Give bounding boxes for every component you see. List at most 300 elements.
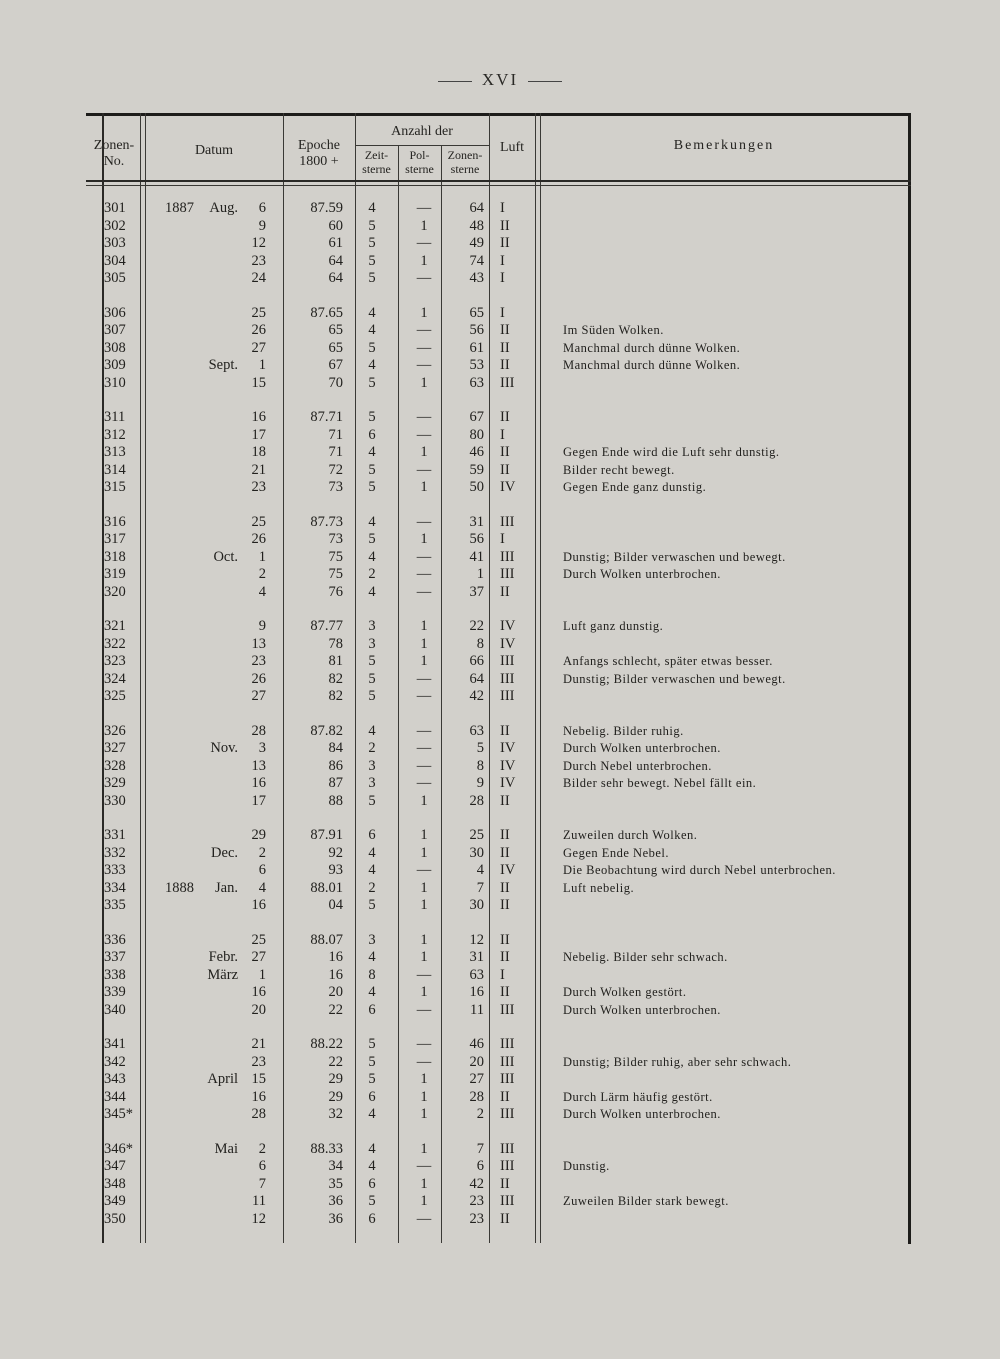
cell-day: 12 <box>251 235 266 251</box>
cell-day: 25 <box>251 931 266 948</box>
cell-zone-no: 345* <box>104 1106 133 1122</box>
cell-day: 15 <box>251 1071 266 1087</box>
cell-air: IV <box>500 757 516 774</box>
header-time-stars-line1: Zeit- <box>364 148 389 162</box>
rule-count-group <box>355 145 489 146</box>
cell-air: II <box>500 897 510 913</box>
cell-day: 26 <box>251 322 266 338</box>
cell-zone-stars: 23 <box>469 1210 484 1227</box>
cell-pole-stars: — <box>416 1001 432 1018</box>
cell-zone-stars: 67 <box>469 409 484 425</box>
cell-epoch: 22 <box>328 1001 343 1018</box>
cell-pole-stars: — <box>416 461 432 478</box>
cell-zone-stars: 42 <box>469 1175 484 1192</box>
cell-zone-stars: 8 <box>476 757 484 774</box>
cell-epoch: 04 <box>328 897 343 913</box>
cell-air: II <box>500 583 510 600</box>
cell-zone-no: 350 <box>104 1210 126 1227</box>
cell-pole-stars: 1 <box>420 653 428 669</box>
cell-epoch: 88 <box>328 792 343 809</box>
cell-time-stars: 3 <box>368 635 376 652</box>
cell-day: 27 <box>251 949 266 965</box>
cell-epoch: 35 <box>328 1175 343 1192</box>
cell-zone-stars: 63 <box>469 722 484 739</box>
header-zone-stars-line2: sterne <box>450 161 480 176</box>
cell-day: 25 <box>251 304 266 321</box>
cell-remark: Bilder sehr bewegt. Nebel fällt ein. <box>563 776 757 790</box>
cell-air: I <box>500 270 505 286</box>
cell-air: III <box>500 1071 515 1087</box>
header-epoch-line2: 1800 + <box>299 154 339 170</box>
cell-month <box>196 477 238 497</box>
cell-remark <box>563 582 893 602</box>
cell-month <box>196 1104 238 1124</box>
cell-year <box>150 373 194 393</box>
cell-remark: Dunstig. <box>563 1159 610 1173</box>
cell-pole-stars: 1 <box>420 479 428 495</box>
cell-month: Aug. <box>209 200 238 216</box>
cell-epoch: 34 <box>328 1158 343 1174</box>
cell-day: 17 <box>251 426 266 443</box>
cell-zone-no: 312 <box>104 426 126 443</box>
cell-air: II <box>500 827 510 843</box>
cell-zone-stars: 2 <box>476 1106 484 1122</box>
cell-air: III <box>500 566 515 582</box>
header-zone-no-line1: Zonen- <box>93 138 135 153</box>
cell-pole-stars: 1 <box>420 1175 428 1192</box>
cell-pole-stars: — <box>416 740 432 756</box>
cell-zone-no: 340 <box>104 1001 126 1018</box>
cell-time-stars: 4 <box>368 200 376 216</box>
cell-air: I <box>500 531 505 547</box>
cell-zone-no: 341 <box>104 1036 126 1052</box>
cell-pole-stars: — <box>416 722 432 739</box>
cell-epoch: 65 <box>328 339 343 356</box>
cell-zone-no: 346* <box>104 1140 133 1157</box>
cell-epoch: 87.59 <box>310 200 343 216</box>
cell-pole-stars: — <box>416 200 432 216</box>
cell-zone-stars: 25 <box>469 827 484 843</box>
cell-time-stars: 5 <box>368 217 376 234</box>
cell-pole-stars: 1 <box>420 374 428 391</box>
cell-day: 18 <box>251 444 266 460</box>
cell-year <box>150 268 194 288</box>
cell-pole-stars: 1 <box>420 531 428 547</box>
cell-day: 28 <box>251 722 266 739</box>
cell-air: III <box>500 1106 515 1122</box>
cell-zone-no: 307 <box>104 322 126 338</box>
cell-zone-no: 302 <box>104 217 126 234</box>
cell-day: 2 <box>258 566 266 582</box>
cell-air: III <box>500 548 515 565</box>
cell-zone-no: 349 <box>104 1193 126 1209</box>
cell-pole-stars: 1 <box>420 252 428 269</box>
cell-day: 3 <box>258 740 266 756</box>
cell-pole-stars: 1 <box>420 1193 428 1209</box>
cell-day: 20 <box>251 1001 266 1018</box>
cell-zone-no: 301 <box>104 200 126 216</box>
cell-epoch: 84 <box>328 740 343 756</box>
cell-zone-stars: 4 <box>476 862 484 878</box>
cell-zone-no: 348 <box>104 1175 126 1192</box>
cell-epoch: 88.07 <box>310 931 343 948</box>
cell-air: II <box>500 844 510 861</box>
cell-day: 2 <box>258 844 266 861</box>
cell-air: IV <box>500 740 516 756</box>
cell-zone-stars: 28 <box>469 792 484 809</box>
cell-month <box>196 686 238 706</box>
cell-time-stars: 3 <box>368 931 376 948</box>
header-pole-stars-line1: Pol- <box>409 148 430 162</box>
cell-month: Febr. <box>208 949 238 965</box>
cell-zone-no: 305 <box>104 270 126 286</box>
cell-pole-stars: — <box>416 548 432 565</box>
cell-zone-stars: 50 <box>469 479 484 495</box>
cell-year <box>150 582 194 602</box>
cell-zone-stars: 37 <box>469 583 484 600</box>
cell-time-stars: 4 <box>368 513 376 530</box>
header-epoch <box>283 138 355 170</box>
cell-pole-stars: 1 <box>420 1106 428 1122</box>
cell-time-stars: 5 <box>368 461 376 478</box>
cell-epoch: 71 <box>328 426 343 443</box>
cell-day: 16 <box>251 409 266 425</box>
cell-day: 16 <box>251 1088 266 1105</box>
cell-day: 23 <box>251 1053 266 1070</box>
cell-epoch: 72 <box>328 461 343 478</box>
cell-time-stars: 4 <box>368 1106 376 1122</box>
cell-day: 26 <box>251 531 266 547</box>
cell-air: II <box>500 984 510 1000</box>
cell-zone-stars: 49 <box>469 235 484 251</box>
cell-month <box>196 268 238 288</box>
cell-air: IV <box>500 862 516 878</box>
cell-time-stars: 4 <box>368 862 376 878</box>
cell-time-stars: 5 <box>368 792 376 809</box>
cell-zone-no: 333 <box>104 862 126 878</box>
cell-pole-stars: 1 <box>420 217 428 234</box>
cell-zone-stars: 74 <box>469 252 484 269</box>
cell-zone-no: 309 <box>104 357 126 373</box>
cell-zone-no: 326 <box>104 722 126 739</box>
cell-time-stars: 2 <box>368 879 376 896</box>
cell-remark: Durch Wolken unterbrochen. <box>563 567 721 581</box>
cell-zone-no: 306 <box>104 304 126 321</box>
cell-air: II <box>500 217 510 234</box>
cell-year <box>150 895 194 915</box>
cell-zone-no: 336 <box>104 931 126 948</box>
cell-month <box>196 1209 238 1229</box>
rule-pole-right <box>441 146 442 1243</box>
cell-epoch: 67 <box>328 357 343 373</box>
cell-time-stars: 4 <box>368 984 376 1000</box>
cell-day: 4 <box>258 879 266 896</box>
cell-month: Sept. <box>208 357 238 373</box>
cell-day: 17 <box>251 792 266 809</box>
cell-day: 21 <box>251 1036 266 1052</box>
cell-remark: Im Süden Wolken. <box>563 323 664 337</box>
cell-day: 26 <box>251 670 266 687</box>
cell-pole-stars: — <box>416 513 432 530</box>
cell-zone-stars: 7 <box>476 1140 484 1157</box>
cell-year <box>150 791 194 811</box>
cell-epoch: 87.65 <box>310 304 343 321</box>
cell-remark <box>563 791 893 811</box>
cell-pole-stars: — <box>416 688 432 704</box>
cell-time-stars: 4 <box>368 1140 376 1157</box>
cell-pole-stars: — <box>416 322 432 338</box>
cell-zone-no: 337 <box>104 949 126 965</box>
cell-air: II <box>500 322 510 338</box>
rule-header-bottom-2 <box>86 185 911 186</box>
cell-epoch: 93 <box>328 862 343 878</box>
cell-time-stars: 5 <box>368 1053 376 1070</box>
header-zone-no <box>86 138 142 170</box>
cell-time-stars: 5 <box>368 1071 376 1087</box>
cell-day: 23 <box>251 653 266 669</box>
cell-time-stars: 8 <box>368 966 376 983</box>
cell-zone-stars: 46 <box>469 1036 484 1052</box>
cell-pole-stars: 1 <box>420 618 428 634</box>
cell-zone-no: 328 <box>104 757 126 774</box>
cell-month: Dec. <box>211 844 238 861</box>
cell-time-stars: 5 <box>368 531 376 547</box>
cell-time-stars: 2 <box>368 740 376 756</box>
cell-epoch: 64 <box>328 270 343 286</box>
cell-year <box>150 1209 194 1229</box>
header-date: Datum <box>194 143 234 158</box>
cell-time-stars: 5 <box>368 339 376 356</box>
cell-day: 24 <box>251 270 266 286</box>
cell-epoch: 16 <box>328 949 343 965</box>
cell-epoch: 16 <box>328 966 343 983</box>
cell-day: 16 <box>251 775 266 791</box>
cell-zone-stars: 30 <box>469 897 484 913</box>
cell-air: III <box>500 1158 515 1174</box>
cell-remark: Durch Wolken gestört. <box>563 985 687 999</box>
cell-zone-stars: 11 <box>470 1001 484 1018</box>
cell-air: III <box>500 1193 515 1209</box>
cell-pole-stars: 1 <box>420 1140 428 1157</box>
cell-zone-no: 338 <box>104 966 126 983</box>
header-remarks: Bemerkungen <box>673 138 775 153</box>
cell-epoch: 88.01 <box>310 879 343 896</box>
cell-air: II <box>500 339 510 356</box>
cell-zone-no: 303 <box>104 235 126 251</box>
cell-pole-stars: 1 <box>420 879 428 896</box>
cell-epoch: 61 <box>328 235 343 251</box>
cell-zone-no: 323 <box>104 653 126 669</box>
header-time-stars <box>355 149 398 177</box>
cell-remark: Durch Wolken unterbrochen. <box>563 741 721 755</box>
cell-zone-no: 316 <box>104 513 126 530</box>
cell-day: 29 <box>251 827 266 843</box>
cell-remark <box>563 895 893 915</box>
cell-remark <box>563 1209 893 1229</box>
cell-year: 1888 <box>165 879 194 896</box>
cell-remark: Die Beobachtung wird durch Nebel unterbrochen. <box>563 863 836 877</box>
cell-zone-no: 314 <box>104 461 126 478</box>
cell-remark: Luft nebelig. <box>563 880 635 895</box>
cell-pole-stars: 1 <box>420 792 428 809</box>
cell-time-stars: 6 <box>368 1175 376 1192</box>
cell-zone-stars: 8 <box>476 635 484 652</box>
cell-air: II <box>500 931 510 948</box>
cell-air: IV <box>500 479 516 495</box>
cell-air: II <box>500 792 510 809</box>
cell-air: III <box>500 513 515 530</box>
cell-zone-no: 324 <box>104 670 126 687</box>
cell-remark <box>563 686 893 706</box>
cell-epoch: 88.22 <box>310 1036 343 1052</box>
cell-zone-stars: 7 <box>476 879 484 896</box>
cell-epoch: 81 <box>328 653 343 669</box>
cell-air: I <box>500 304 505 321</box>
cell-epoch: 76 <box>328 583 343 600</box>
cell-pole-stars: 1 <box>420 931 428 948</box>
cell-time-stars: 4 <box>368 844 376 861</box>
rule-time-right <box>398 146 399 1243</box>
cell-epoch: 75 <box>328 548 343 565</box>
cell-pole-stars: — <box>416 339 432 356</box>
rule-date-right <box>283 113 284 1243</box>
cell-air: II <box>500 1088 510 1105</box>
cell-time-stars: 3 <box>368 775 376 791</box>
cell-air: II <box>500 444 510 460</box>
cell-epoch: 87 <box>328 775 343 791</box>
cell-epoch: 88.33 <box>310 1140 343 1157</box>
cell-air: IV <box>500 775 516 791</box>
cell-zone-stars: 27 <box>469 1071 484 1087</box>
cell-zone-no: 321 <box>104 618 126 634</box>
cell-epoch: 78 <box>328 635 343 652</box>
cell-day: 6 <box>258 1158 266 1174</box>
cell-time-stars: 5 <box>368 479 376 495</box>
cell-day: 25 <box>251 513 266 530</box>
cell-pole-stars: 1 <box>420 949 428 965</box>
cell-year <box>150 686 194 706</box>
cell-time-stars: 5 <box>368 897 376 913</box>
cell-air: IV <box>500 635 516 652</box>
cell-remark: Zuweilen Bilder stark bewegt. <box>563 1194 729 1208</box>
cell-pole-stars: 1 <box>420 1071 428 1087</box>
cell-time-stars: 4 <box>368 357 376 373</box>
cell-air: II <box>500 409 510 425</box>
header-air: Luft <box>499 140 525 155</box>
cell-zone-stars: 56 <box>469 322 484 338</box>
cell-air: III <box>500 1036 515 1052</box>
cell-remark: Dunstig; Bilder ruhig, aber sehr schwach. <box>563 1054 792 1069</box>
header-zone-stars <box>441 149 489 177</box>
cell-month: Oct. <box>213 548 238 565</box>
cell-day: 6 <box>258 200 266 216</box>
cell-remark: Gegen Ende wird die Luft sehr dunstig. <box>563 445 780 459</box>
cell-epoch: 36 <box>328 1210 343 1227</box>
cell-time-stars: 3 <box>368 618 376 634</box>
cell-time-stars: 3 <box>368 757 376 774</box>
cell-epoch: 82 <box>328 688 343 704</box>
cell-zone-no: 347 <box>104 1158 126 1174</box>
cell-pole-stars: — <box>416 757 432 774</box>
cell-time-stars: 5 <box>368 270 376 286</box>
cell-zone-no: 334 <box>104 879 126 896</box>
rule-remarks-left <box>540 113 541 1243</box>
cell-pole-stars: — <box>416 775 432 791</box>
cell-zone-stars: 64 <box>469 670 484 687</box>
cell-time-stars: 2 <box>368 566 376 582</box>
cell-air: II <box>500 235 510 251</box>
page-number-text: XVI <box>481 70 519 89</box>
cell-air: II <box>500 1175 510 1192</box>
cell-air: III <box>500 1001 515 1018</box>
cell-air: I <box>500 426 505 443</box>
cell-epoch: 87.71 <box>310 409 343 425</box>
cell-epoch: 36 <box>328 1193 343 1209</box>
cell-year <box>150 477 194 497</box>
cell-zone-stars: 41 <box>469 548 484 565</box>
page-number-dash-left <box>438 81 472 82</box>
cell-year <box>150 1000 194 1020</box>
cell-day: 6 <box>258 862 266 878</box>
cell-day: 27 <box>251 339 266 356</box>
cell-day: 9 <box>258 217 266 234</box>
cell-pole-stars: — <box>416 235 432 251</box>
cell-pole-stars: — <box>416 1053 432 1070</box>
rule-count-right <box>489 113 490 1243</box>
cell-time-stars: 5 <box>368 688 376 704</box>
cell-day: 1 <box>258 966 266 983</box>
cell-time-stars: 4 <box>368 583 376 600</box>
cell-time-stars: 6 <box>368 1088 376 1105</box>
cell-pole-stars: — <box>416 1158 432 1174</box>
cell-day: 13 <box>251 757 266 774</box>
cell-air: II <box>500 461 510 478</box>
cell-pole-stars: — <box>416 270 432 286</box>
cell-day: 4 <box>258 583 266 600</box>
cell-day: 28 <box>251 1106 266 1122</box>
cell-day: 23 <box>251 479 266 495</box>
cell-pole-stars: — <box>416 426 432 443</box>
cell-zone-stars: 63 <box>469 374 484 391</box>
cell-zone-no: 331 <box>104 827 126 843</box>
cell-time-stars: 4 <box>368 1158 376 1174</box>
cell-air: I <box>500 966 505 983</box>
cell-remark: Gegen Ende ganz dunstig. <box>563 480 707 494</box>
cell-time-stars: 6 <box>368 827 376 843</box>
cell-day: 27 <box>251 688 266 704</box>
cell-pole-stars: 1 <box>420 304 428 321</box>
cell-remark: Dunstig; Bilder verwaschen und bewegt. <box>563 549 786 564</box>
cell-pole-stars: 1 <box>420 984 428 1000</box>
cell-zone-stars: 80 <box>469 426 484 443</box>
cell-zone-stars: 22 <box>469 618 484 634</box>
cell-zone-no: 332 <box>104 844 126 861</box>
cell-time-stars: 5 <box>368 653 376 669</box>
cell-pole-stars: — <box>416 1210 432 1227</box>
cell-pole-stars: 1 <box>420 635 428 652</box>
cell-zone-no: 304 <box>104 252 126 269</box>
cell-epoch: 73 <box>328 531 343 547</box>
cell-remark: Manchmal durch dünne Wolken. <box>563 358 741 372</box>
cell-zone-no: 339 <box>104 984 126 1000</box>
header-epoch-line1: Epoche <box>298 138 340 153</box>
cell-time-stars: 5 <box>368 1193 376 1209</box>
cell-zone-no: 327 <box>104 740 126 756</box>
cell-zone-stars: 20 <box>469 1053 484 1070</box>
cell-zone-no: 318 <box>104 548 126 565</box>
cell-zone-stars: 42 <box>469 688 484 704</box>
cell-zone-no: 343 <box>104 1071 126 1087</box>
